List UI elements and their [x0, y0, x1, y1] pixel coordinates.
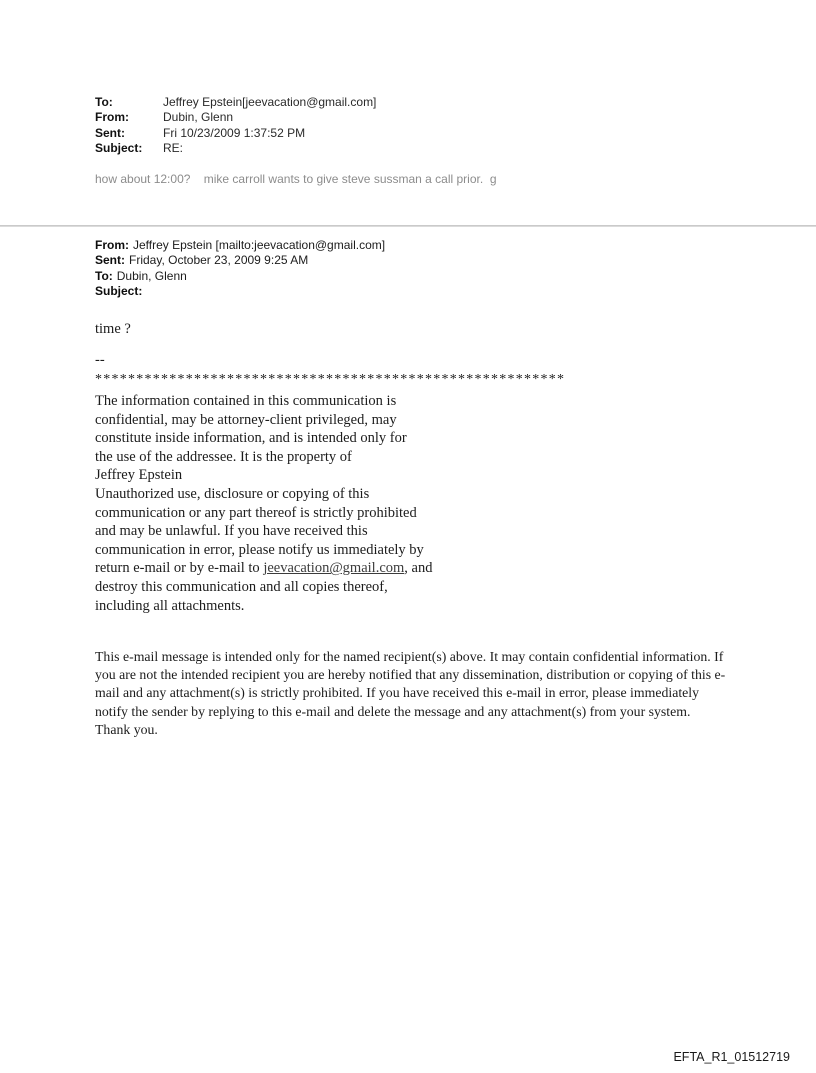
header-field-label: To:: [95, 268, 113, 283]
header-field-label: From:: [95, 110, 129, 125]
header-field-label: Subject:: [95, 140, 143, 155]
header-field-row: [95, 238, 385, 253]
header-field-value: Jeffrey Epstein[jeevacation@gmail.com]: [163, 95, 377, 109]
message-body-text: time ?: [95, 321, 131, 337]
section-divider: [0, 225, 816, 227]
disclaimer-line: communication in error, please notify us immediately by: [95, 541, 424, 558]
header-field-row: [95, 253, 385, 268]
disclaimer-link-prefix: return e-mail or by e-mail to: [95, 560, 264, 577]
disclaimer-line: the use of the addressee. It is the property of: [95, 448, 352, 465]
header-field-row: [95, 95, 376, 110]
signature-separator: --: [95, 352, 105, 368]
header-field-value: Jeffrey Epstein [mailto:jeevacation@gmail.com]: [133, 238, 386, 252]
confidentiality-disclaimer: [95, 392, 432, 615]
disclaimer-line: including all attachments.: [95, 597, 245, 614]
asterisk-divider: *********************************************************: [95, 372, 566, 387]
disclaimer-line: Unauthorized use, disclosure or copying of this: [95, 485, 370, 502]
header-field-label: Sent:: [95, 253, 125, 268]
disclaimer-line: constitute inside information, and is intended only for: [95, 430, 407, 447]
disclaimer-line: communication or any part thereof is strictly prohibited: [95, 504, 417, 521]
header-field-row: [95, 110, 376, 125]
header-field-row: [95, 141, 376, 156]
disclaimer-line: Jeffrey Epstein: [95, 467, 183, 484]
header-field-label: From:: [95, 238, 129, 252]
header-field-label: To:: [95, 95, 113, 109]
email-link[interactable]: jeevacation@gmail.com: [263, 560, 405, 577]
header-field-value: Friday, October 23, 2009 9:25 AM: [129, 253, 309, 268]
header-field-label: Sent:: [95, 125, 125, 140]
disclaimer-link-suffix: , and: [404, 560, 433, 577]
header-field-value: Dubin, Glenn: [116, 268, 187, 283]
footer-disclaimer: This e-mail message is intended only for the named recipient(s) above. It may contain confidential information. If you are not the intended recipient you are hereby notified that any dissemination, distribution or copying of this e-mail and any attachment(s) is strictly prohibited. If you have received this e-mail in error, please immediately notify the sender by replying to this e-mail and delete the message and any attachment(s) from your system. Thank you.: [95, 649, 726, 737]
bates-number: EFTA_R1_01512719: [673, 1050, 790, 1064]
header-field-value: Dubin, Glenn: [163, 110, 234, 125]
header-field-label: Subject:: [95, 283, 143, 298]
header-field-value: RE:: [163, 140, 184, 155]
header-field-row: [95, 269, 385, 284]
header-field-value: Fri 10/23/2009 1:37:52 PM: [163, 125, 306, 140]
quoted-email-header: [95, 238, 385, 299]
message-preview-text: how about 12:00? mike carroll wants to give steve sussman a call prior. g: [95, 172, 497, 186]
header-field-row: [95, 126, 376, 141]
disclaimer-line: The information contained in this communication is: [95, 393, 397, 409]
disclaimer-line: [95, 559, 432, 578]
disclaimer-line: and may be unlawful. If you have received this: [95, 523, 368, 540]
header-field-row: [95, 284, 385, 299]
disclaimer-line: confidential, may be attorney-client privileged, may: [95, 411, 397, 428]
outer-email-header: [95, 95, 376, 156]
disclaimer-line: destroy this communication and all copies thereof,: [95, 578, 388, 595]
